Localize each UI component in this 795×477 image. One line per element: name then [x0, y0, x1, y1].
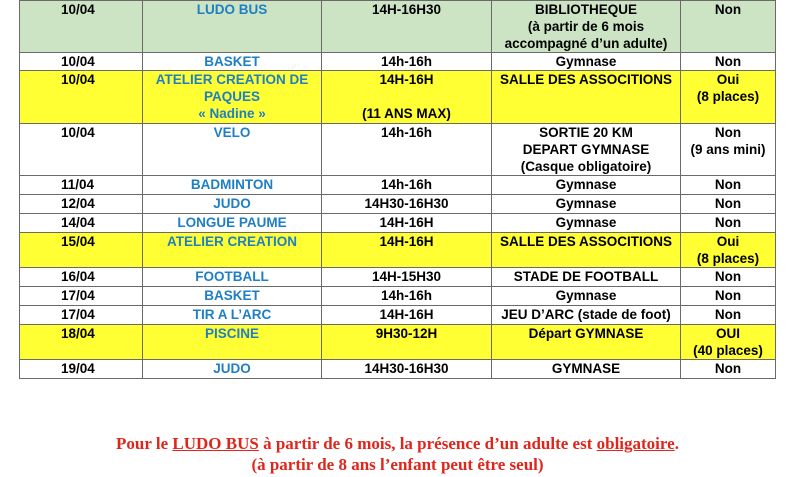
time-line: 14H30-16H30 — [364, 361, 449, 376]
table-row — [20, 124, 776, 176]
reservation-cell — [681, 325, 776, 360]
reservation-cell — [681, 124, 776, 176]
place-cell — [492, 214, 681, 233]
activity-cell — [143, 214, 322, 233]
time-cell — [322, 233, 492, 268]
table-row — [20, 214, 776, 233]
table-row — [20, 53, 776, 71]
reservation-line: (8 places) — [696, 251, 760, 266]
time-line: 9H30-12H — [375, 326, 438, 341]
place-cell — [492, 287, 681, 306]
date-cell: 16/04 — [20, 268, 143, 287]
place-line: JEU D’ARC (stade de foot) — [501, 307, 671, 322]
date-cell: 14/04 — [20, 214, 143, 233]
activity-cell — [143, 306, 322, 325]
time-line: 14H30-16H30 — [364, 196, 449, 211]
place-cell — [492, 53, 681, 71]
reservation-cell — [681, 306, 776, 325]
activity-line: LUDO BUS — [196, 2, 268, 17]
time-cell — [322, 287, 492, 306]
activity-line: ATELIER CREATION DE — [155, 72, 309, 87]
date-cell: 18/04 — [20, 325, 143, 360]
reservation-cell — [681, 176, 776, 195]
activity-line: LONGUE PAUME — [177, 215, 287, 230]
reservation-cell — [681, 287, 776, 306]
place-cell — [492, 195, 681, 214]
activity-line: BASKET — [204, 54, 260, 69]
reservation-line: (8 places) — [696, 89, 760, 104]
place-cell — [492, 325, 681, 360]
date-cell: 10/04 — [20, 53, 143, 71]
place-cell — [492, 360, 681, 379]
activity-cell — [143, 176, 322, 195]
time-cell — [322, 268, 492, 287]
activity-line: « Nadine » — [198, 106, 266, 121]
activity-cell — [143, 360, 322, 379]
time-cell — [322, 1, 492, 53]
place-line: SORTIE 20 KM — [539, 125, 633, 140]
footer-ludo-bus: LUDO BUS — [172, 434, 259, 453]
reservation-cell — [681, 195, 776, 214]
activity-line: VELO — [213, 125, 251, 140]
reservation-line: OUI — [715, 326, 740, 341]
activity-line: JUDO — [213, 361, 251, 376]
time-line: 14h-16h — [380, 54, 433, 69]
reservation-line: Non — [714, 288, 742, 303]
time-cell — [322, 176, 492, 195]
activity-line: PISCINE — [204, 326, 259, 341]
time-cell — [322, 71, 492, 124]
place-cell — [492, 71, 681, 124]
place-line: Gymnase — [555, 177, 617, 192]
activity-line: BASKET — [204, 288, 260, 303]
reservation-line: Non — [714, 307, 742, 322]
table-row — [20, 71, 776, 124]
reservation-cell — [681, 360, 776, 379]
place-cell — [492, 268, 681, 287]
time-line: 14H-16H30 — [371, 2, 442, 17]
activity-cell — [143, 71, 322, 124]
reservation-cell — [681, 53, 776, 71]
footer-obligatoire: obligatoire — [596, 434, 675, 453]
place-line: SALLE DES ASSOCITIONS — [499, 234, 673, 249]
place-line: GYMNASE — [551, 361, 621, 376]
reservation-line: (9 ans mini) — [690, 142, 766, 157]
reservation-line: Non — [714, 196, 742, 211]
table-row — [20, 360, 776, 379]
footer-text: Pour le — [116, 434, 173, 453]
activity-line: TIR A L’ARC — [192, 307, 272, 322]
time-line: 14H-16H — [379, 215, 434, 230]
table-row — [20, 176, 776, 195]
time-line: 14h-16h — [380, 125, 433, 140]
place-line: Départ GYMNASE — [528, 326, 644, 341]
reservation-cell — [681, 268, 776, 287]
footer-line-2: (à partir de 8 ans l’enfant peut être seul) — [251, 455, 544, 474]
reservation-line: Oui — [716, 72, 740, 87]
reservation-cell — [681, 233, 776, 268]
date-cell: 17/04 — [20, 306, 143, 325]
place-cell — [492, 176, 681, 195]
time-line: 14H-16H — [379, 234, 434, 249]
activity-schedule-table — [19, 0, 776, 379]
footer-text: à partir de 6 mois, la présence d’un adulte est — [258, 434, 597, 453]
place-line: DEPART GYMNASE — [522, 142, 650, 157]
reservation-line: Non — [714, 269, 742, 284]
reservation-line: Oui — [716, 234, 740, 249]
time-line: 14H-16H — [379, 307, 434, 322]
place-line: BIBLIOTHEQUE — [534, 2, 637, 17]
footer-line-1 — [0, 433, 795, 454]
time-cell — [322, 325, 492, 360]
activity-cell — [143, 53, 322, 71]
place-line: Gymnase — [555, 215, 617, 230]
date-cell: 19/04 — [20, 360, 143, 379]
time-line — [322, 88, 491, 105]
date-cell: 11/04 — [20, 176, 143, 195]
table-row — [20, 268, 776, 287]
reservation-line: (40 places) — [693, 343, 763, 358]
time-cell — [322, 195, 492, 214]
activity-line: PAQUES — [203, 89, 260, 104]
place-line: Gymnase — [555, 54, 617, 69]
date-cell: 10/04 — [20, 1, 143, 53]
time-cell — [322, 53, 492, 71]
activity-cell — [143, 287, 322, 306]
time-line: 14h-16h — [380, 177, 433, 192]
table-row — [20, 195, 776, 214]
table-row — [20, 306, 776, 325]
time-cell — [322, 214, 492, 233]
place-line: (Casque obligatoire) — [520, 159, 652, 174]
place-cell — [492, 124, 681, 176]
table-row — [20, 233, 776, 268]
place-line: SALLE DES ASSOCITIONS — [499, 72, 673, 87]
activity-cell — [143, 268, 322, 287]
reservation-line: Non — [714, 54, 742, 69]
reservation-cell — [681, 214, 776, 233]
time-cell — [322, 306, 492, 325]
place-cell — [492, 1, 681, 53]
date-cell: 12/04 — [20, 195, 143, 214]
reservation-line: Non — [714, 2, 742, 17]
activity-cell — [143, 195, 322, 214]
activity-line: JUDO — [213, 196, 251, 211]
place-line: Gymnase — [555, 196, 617, 211]
reservation-line: Non — [714, 125, 742, 140]
time-line: 14h-16h — [380, 288, 433, 303]
table-row — [20, 287, 776, 306]
time-cell — [322, 360, 492, 379]
place-line: Gymnase — [555, 288, 617, 303]
reservation-line: Non — [714, 215, 742, 230]
reservation-line: Non — [714, 361, 742, 376]
time-line: 14H-15H30 — [371, 269, 442, 284]
reservation-cell — [681, 1, 776, 53]
activity-cell — [143, 233, 322, 268]
activity-cell — [143, 325, 322, 360]
time-cell — [322, 124, 492, 176]
place-line: accompagné d’un adulte) — [504, 36, 668, 51]
activity-line: FOOTBALL — [195, 269, 269, 284]
activity-cell — [143, 1, 322, 53]
place-line: STADE DE FOOTBALL — [513, 269, 659, 284]
date-cell: 10/04 — [20, 124, 143, 176]
date-cell: 10/04 — [20, 71, 143, 124]
footer-note — [0, 433, 795, 475]
footer-text: . — [674, 434, 679, 453]
place-line: (à partir de 6 mois — [527, 19, 645, 34]
place-cell — [492, 233, 681, 268]
table-row — [20, 1, 776, 53]
activity-cell — [143, 124, 322, 176]
time-line: (11 ANS MAX) — [362, 106, 451, 121]
time-line: 14H-16H — [379, 72, 434, 87]
activity-line: BADMINTON — [190, 177, 274, 192]
reservation-cell — [681, 71, 776, 124]
date-cell: 15/04 — [20, 233, 143, 268]
place-cell — [492, 306, 681, 325]
reservation-line: Non — [714, 177, 742, 192]
table-row — [20, 325, 776, 360]
activity-line: ATELIER CREATION — [167, 234, 297, 249]
date-cell: 17/04 — [20, 287, 143, 306]
